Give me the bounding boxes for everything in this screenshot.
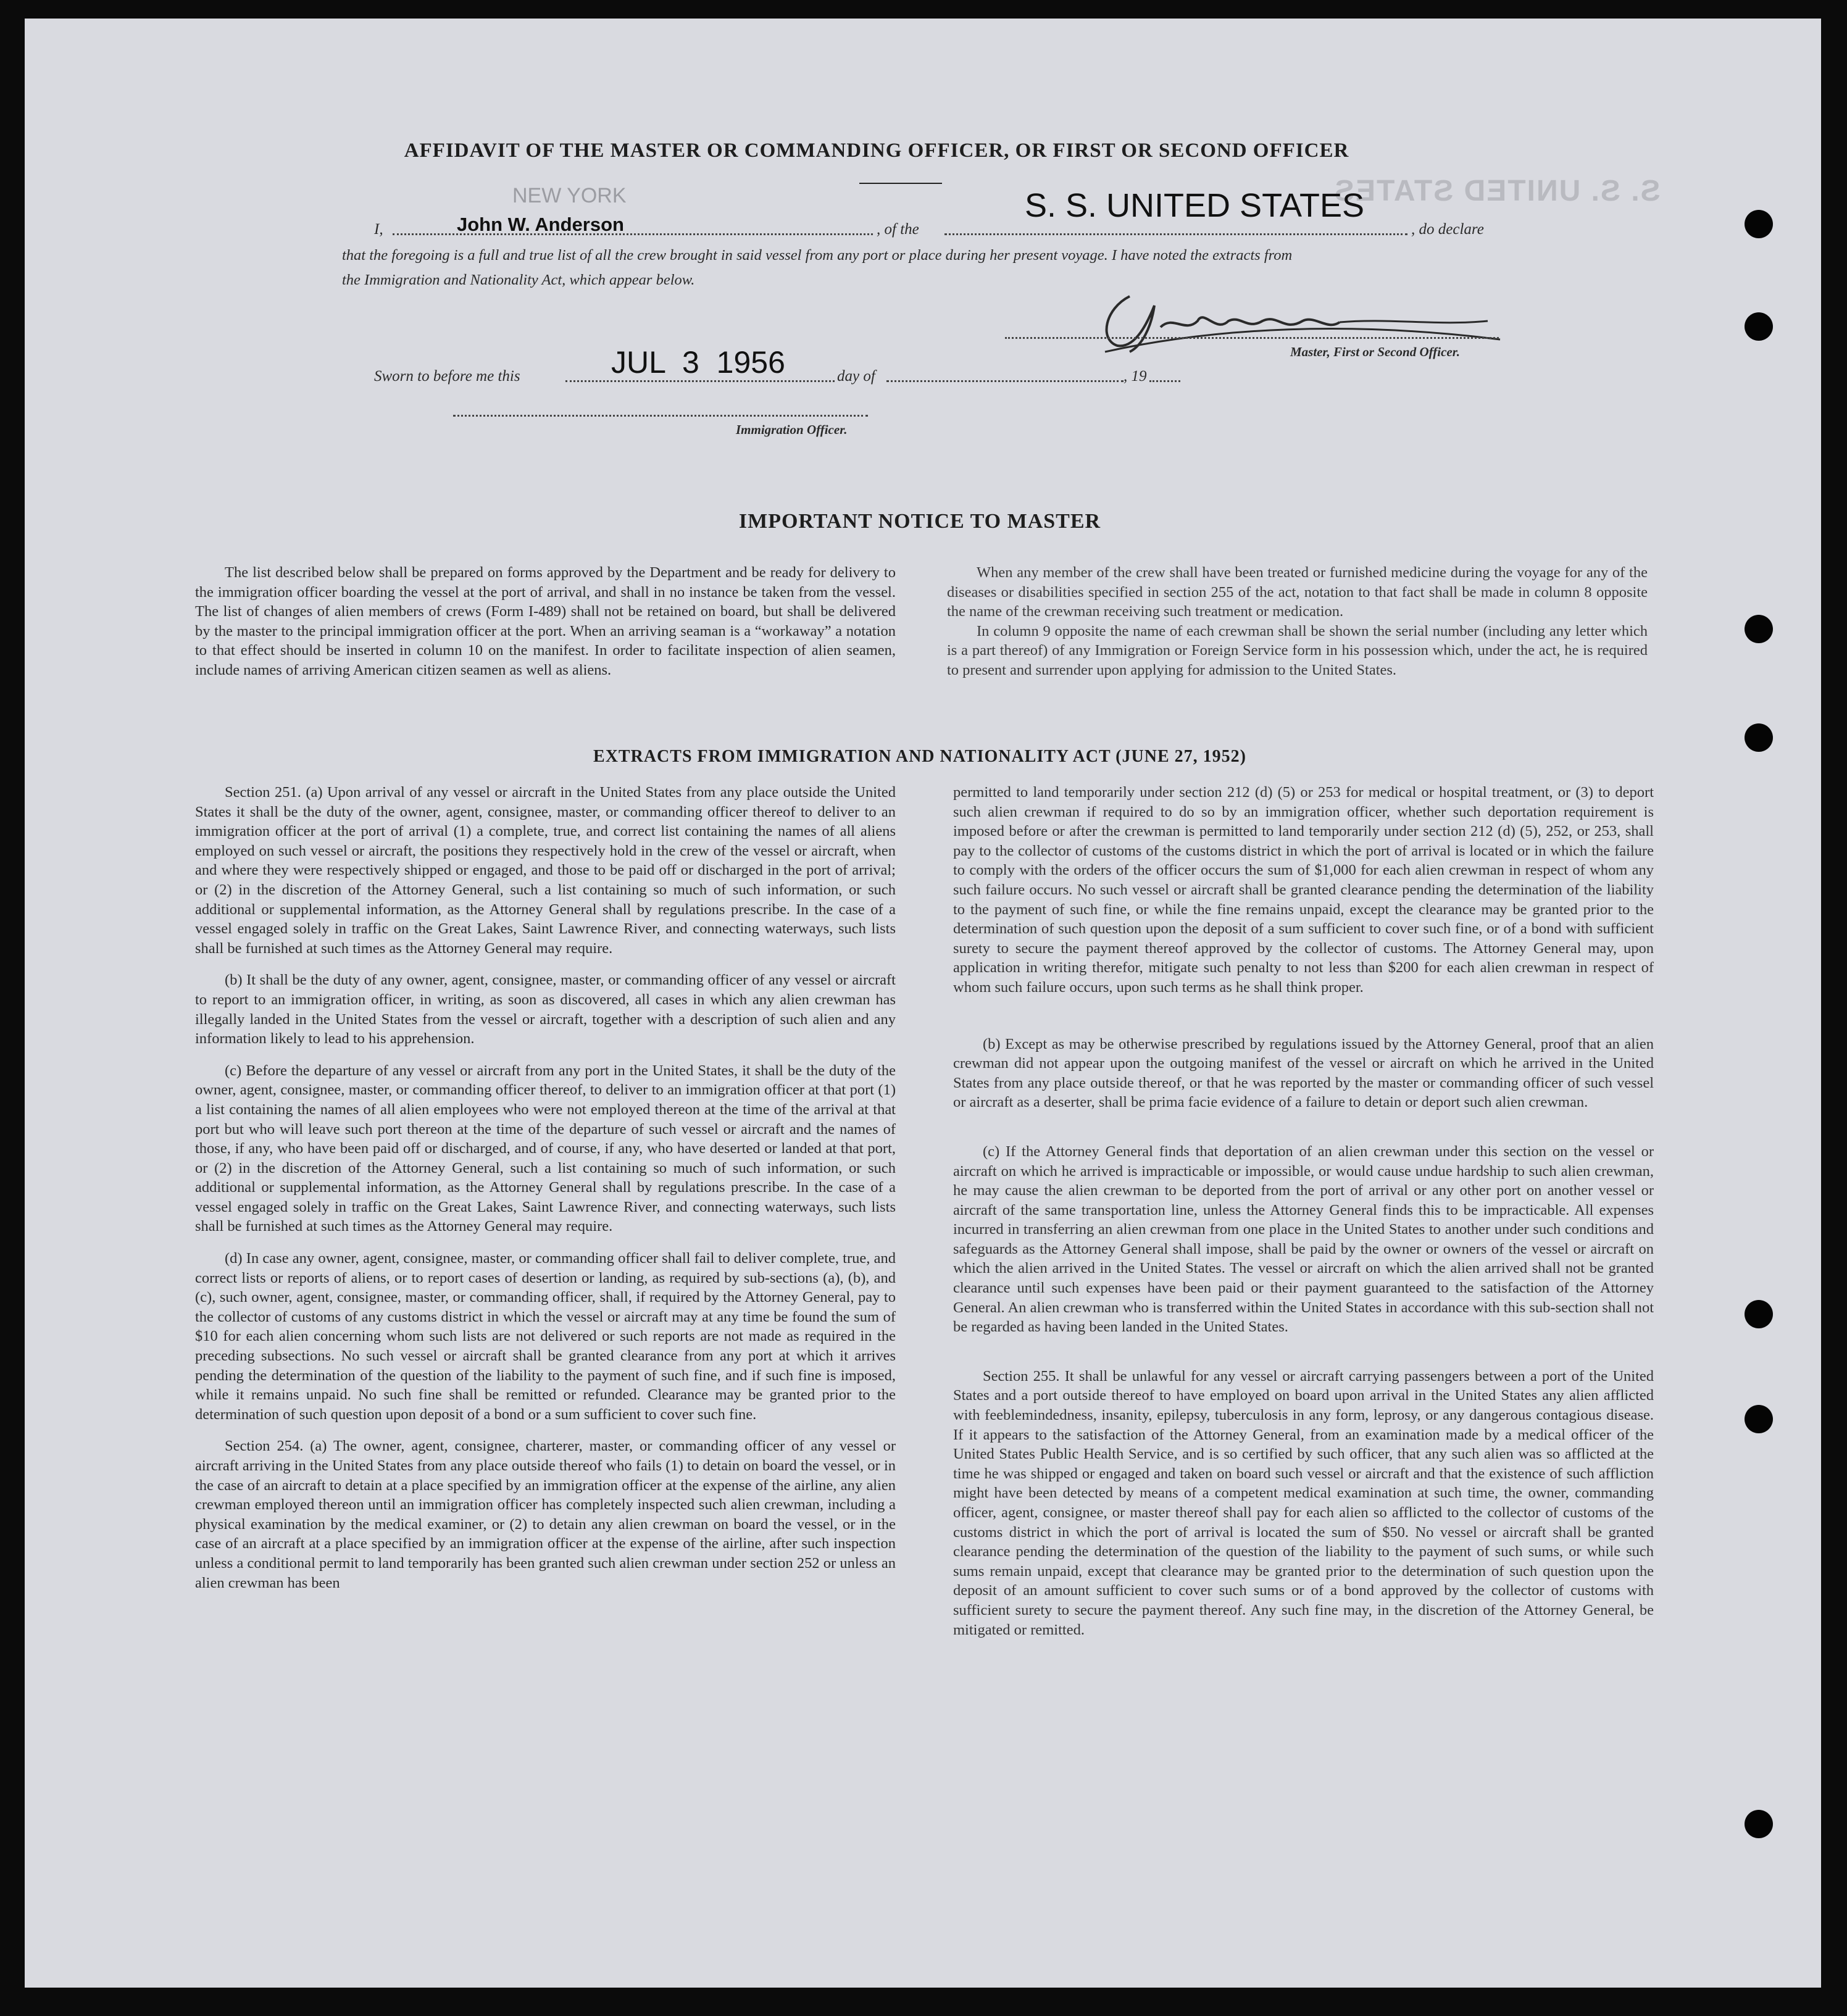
section-254-c: (c) If the Attorney General finds that deportation of an alien crewman under this section on the vessel or aircraft on which he arrived is impracticable or impossible, or would cause undue hardship to such alien crewman, he may cause the alien crewman to be deported from the port of arrival or any other port on another vessel or aircraft of the same transportation line, unless the Attorney General finds this to be impracticable. All expenses incurred in transferring an alien crewman from one place in the United States to another under such conditions and safeguards as the Attorney General shall impose, shall be paid by the owner or owners of the vessel or aircraft on which the alien arrived in the United States. The vessel or aircraft on which the alien arrived shall not be granted clearance until such expenses have been paid or their payment guaranteed to the satisfaction of the Attorney General. An alien crewman who is transferred within the United States in accordance with this sub-section shall not be regarded as having been landed in the United States.	[953, 1143, 1654, 1336]
extracts-left-column	[195, 783, 896, 1593]
section-254-b: (b) Except as may be otherwise prescribed by regulations issued by the Attorney General, proof that an alien crewman did not appear upon the outgoing manifest of the vessel or aircraft on which he arrived in the United States from any place outside thereof, or that he was reported by the master or commanding officer of such vessel or aircraft as a deserter, shall be prima facie evidence of a failure to detain or deport such alien crewman.	[953, 1035, 1654, 1111]
declaration-text-line2: the Immigration and Nationality Act, which appear below.	[342, 272, 695, 288]
binder-hole	[1745, 312, 1773, 341]
stamp-port: NEW YORK	[512, 184, 627, 207]
extracts-title: EXTRACTS FROM IMMIGRATION AND NATIONALITY ACT (JUNE 27, 1952)	[593, 747, 1246, 766]
notice-right-column	[947, 563, 1648, 680]
declare-prefix: I,	[374, 221, 383, 238]
master-signature-line	[1005, 337, 1499, 339]
section-254-a-continued: permitted to land temporarily under section 212 (d) (5) or 253 for medical or hospital treatment, or (3) to deport such alien crewman if required to do so by an immigration officer, whether such deportation requirement is imposed before or after the crewman is permitted to land temporarily under section 212 (d) (5), 252, or 253, shall pay to the collector of customs of the customs district in which the port of arrival is located or in which the failure to comply with the orders of the officer occurs the sum of $1,000 for each alien crewman in respect of whom any such failure occurs. No such vessel or aircraft shall be granted clearance pending the determination of the liability to the payment of such fine, or while the fine remains unpaid, except the clearance may be granted prior to the determination of such question upon the deposit of a sum sufficient to cover such fine, or of a bond with sufficient surety to secure the payment thereof approved by the collector of customs. The Attorney General may, upon application in writing therefor, mitigate such penalty to not less than $200 for each alien crewman in respect of whom such failure occurs, upon such terms as he shall think proper.	[953, 784, 1654, 996]
master-signature-label: Master, First or Second Officer.	[1290, 344, 1460, 359]
binder-hole	[1745, 615, 1773, 643]
sworn-year-line	[1149, 380, 1180, 382]
section-251-c: (c) Before the departure of any vessel or aircraft from any port in the United States, it shall be the duty of the owner, agent, consignee, master, or commanding officer thereof, to deliver to an immigration officer at that port (1) a list containing the names of all alien employees who were not employed thereon at the time of the arrival at that port but who will leave such port thereon at the time of the departure of such vessel or aircraft and the names of those, if any, who have been paid off or discharged, and of course, if any, who have deserted or landed at that port, or (2) in the discretion of the Attorney General, such a list containing so much of such information, or such additional or supplemental information, as the Attorney General shall by regulations prescribe. In the case of a vessel engaged solely in traffic on the Great Lakes, Saint Lawrence River, and connecting waterways, such lists shall be furnished at such times as the Attorney General may require.	[195, 1062, 896, 1235]
notice-title: IMPORTANT NOTICE TO MASTER	[738, 510, 1101, 533]
extracts-right-column	[953, 783, 1654, 1639]
notice-right-paragraph-1: When any member of the crew shall have been treated or furnished medicine during the voyage for any of the diseases or disabilities specified in section 255 of the act, notation to that fact shall be made in column 8 opposite the name of the crewman receiving such treatment or medication.	[947, 564, 1648, 620]
bleed-through-vessel-name: S. S. UNITED STATES	[1333, 175, 1661, 207]
of-the-label: , of the	[877, 221, 919, 238]
binder-hole	[1745, 723, 1773, 752]
section-251-b: (b) It shall be the duty of any owner, agent, consignee, master, or commanding officer of any vessel or aircraft to report to an immigration officer, in writing, as soon as discovered, all cases in which any alien crewman has illegally landed in the United States from the vessel or aircraft, together with a description of such alien and any information likely to lead to his apprehension.	[195, 972, 896, 1048]
do-declare-label: , do declare	[1411, 221, 1484, 238]
binder-hole	[1745, 1405, 1773, 1433]
officer-signature-label: Immigration Officer.	[736, 422, 848, 437]
section-255: Section 255. It shall be unlawful for any vessel or aircraft carrying passengers between a port of the United States and a port outside thereof to have employed on board upon arrival in the United States any alien afflicted with feeblemindedness, insanity, epilepsy, tuberculosis in any form, leprosy, or any dangerous contagious disease. If it appears to the satisfaction of the Attorney General, from an examination made by a medical officer of the United States Public Health Service, and is so certified by such officer, that any such alien was so afflicted at the time he was shipped or engaged and taken on board such vessel or aircraft and that the existence of such affliction might have been detected by means of a competent medical examination at such time, the owner, commanding officer, agent, consignee, or master thereof shall pay for each alien so afflicted to the collector of customs of the customs district in which the port of arrival is located the sum of $50. No vessel or aircraft shall be granted clearance pending the determination of the question of the liability to the payment of such sums, or while such sums remain unpaid, except that clearance may be granted prior to the determination of such question upon the deposit of an amount sufficient to cover such sums or of a bond approved by the collector of customs with sufficient surety to secure the payment thereof. Any such fine may, in the discretion of the Attorney General, be mitigated or remitted.	[953, 1367, 1654, 1638]
notice-left-column	[195, 563, 896, 680]
title-divider	[859, 183, 942, 184]
vessel-name-field: S. S. UNITED STATES	[1025, 187, 1365, 224]
sworn-prefix: Sworn to before me this	[374, 368, 520, 385]
binder-hole	[1745, 210, 1773, 238]
master-name-field: John W. Anderson	[457, 214, 624, 235]
day-of-label: day of	[837, 368, 875, 385]
sworn-day-line	[565, 380, 835, 382]
affidavit-title: AFFIDAVIT OF THE MASTER OR COMMANDING OFFICER, OR FIRST OR SECOND OFFICER	[404, 140, 1349, 162]
sworn-month-line	[886, 380, 1124, 382]
section-251-a: Section 251. (a) Upon arrival of any vessel or aircraft in the United States from any place outside the United States it shall be the duty of the owner, agent, consignee, master, or commanding officer thereof to deliver to an immigration officer at the port of arrival (1) a complete, true, and correct list containing the names of all aliens employed on such vessel or aircraft, the positions they respectively hold in the crew of the vessel or aircraft, when and where they were respectively shipped or engaged, and those to be paid off or discharged in the port of arrival; or (2) in the discretion of the Attorney General, such a list containing so much of such information, or such additional or supplemental information, as the Attorney General shall by regulations prescribe. In the case of a vessel engaged solely in traffic on the Great Lakes, Saint Lawrence River, and connecting waterways, such lists shall be furnished at such times as the Attorney General may require.	[195, 784, 896, 957]
section-254-a: Section 254. (a) The owner, agent, consignee, charterer, master, or commanding officer of any vessel or aircraft arriving in the United States from any place outside thereof who fails (1) to detain on board the vessel, or in the case of an aircraft to detain at a place specified by an immigration officer at the expense of the airline, any alien crewman employed thereon until an immigration officer has completely inspected such alien crewman, including a physical examination by the medical examiner, or (2) to detain any alien crewman on board the vessel, or in the case of an aircraft at a place specified by an immigration officer at the expense of the airline, after such inspection unless a conditional permit to land temporarily has been granted such alien crewman under section 252 or unless an alien crewman has been	[195, 1438, 896, 1591]
notice-right-paragraph-2: In column 9 opposite the name of each crewman shall be shown the serial number (including any letter which is a part thereof) of any Immigration or Foreign Service form in his possession which, under the act, he is required to present and surrender upon applying for admission to the United States.	[947, 622, 1648, 678]
binder-hole	[1745, 1300, 1773, 1328]
section-251-d: (d) In case any owner, agent, consignee, master, or commanding officer shall fail to deliver complete, true, and correct lists or reports of aliens, or to report cases of desertion or landing, as required by sub-sections (a), (b), and (c), such owner, agent, consignee, master, or commanding officer, shall, if required by the Attorney General, pay to the collector of customs of any customs district in which the vessel or aircraft may at any time be found the sum of $10 for each alien concerning whom such lists are not delivered or such reports are not made as required in the preceding subsections. No such vessel or aircraft shall be granted clearance from any port at which it arrives pending the determination of the question of the liability to the payment of such fine, and if such fine is imposed, while it remains unpaid. No such fine shall be remitted or refunded. Clearance may be granted prior to the determination of such question upon deposit of a bond or a sum sufficient to cover such fine.	[195, 1250, 896, 1423]
year-prefix: , 19	[1124, 368, 1147, 385]
notice-left-paragraph: The list described below shall be prepared on forms approved by the Department and be ready for delivery to the immigration officer boarding the vessel at the port of arrival, and shall in no instance be taken from the vessel. The list of changes of alien members of crews (Form I-489) shall not be retained on board, but shall be delivered by the master to the principal immigration officer at the port. When an arriving seaman is a “workaway” a notation to that effect should be inserted in column 10 on the manifest. In order to facilitate inspection of alien seamen, include names of arriving American citizen seamen as well as aliens.	[195, 564, 896, 678]
declaration-text-line1: that the foregoing is a full and true list of all the crew brought in said vessel from any port or place during her present voyage. I have noted the extracts from	[342, 247, 1293, 264]
sworn-date-stamp: JUL 3 1956	[611, 345, 785, 380]
vessel-name-line	[944, 233, 1407, 235]
binder-hole	[1745, 1810, 1773, 1838]
officer-signature-line	[453, 415, 868, 417]
